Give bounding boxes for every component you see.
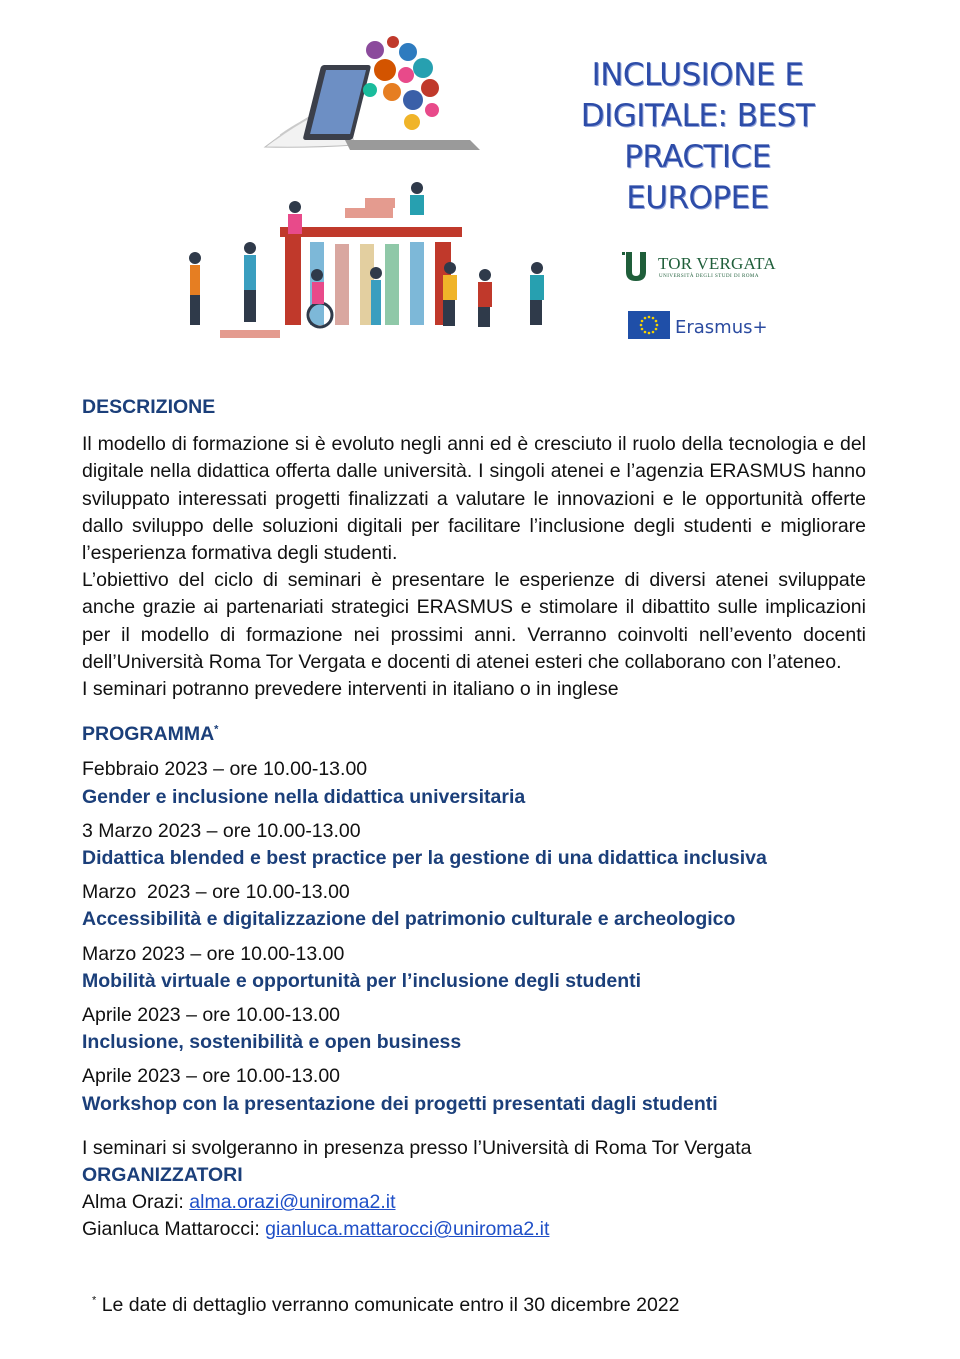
tor-vergata-logo — [620, 250, 780, 286]
event-date: Aprile 2023 – ore 10.00-13.00 — [82, 1004, 341, 1027]
erasmus-logo — [628, 311, 788, 343]
book-laptop-icon — [265, 65, 480, 150]
university-subtitle: UNIVERSITÀ DEGLI STUDI DI ROMA — [659, 274, 759, 279]
footnote-marker: * — [92, 1294, 97, 1307]
tor-vergata-logo-icon — [620, 250, 652, 284]
organizer-name: Gianluca Mattarocci: — [82, 1218, 266, 1241]
title-line: INCLUSIONE E — [591, 57, 804, 93]
organizer-row — [82, 1216, 866, 1243]
footnote — [92, 1294, 679, 1317]
event-date: Marzo 2023 – ore 10.00-13.00 — [82, 942, 345, 965]
event-item — [82, 941, 866, 995]
page-title — [575, 55, 820, 219]
footnote-text: Le date di dettaglio verranno comunicate entro il 30 dicembre 2022 — [96, 1294, 680, 1316]
event-title: Inclusione, sostenibilità e open business — [82, 1031, 462, 1054]
event-item — [82, 1063, 866, 1117]
programma-heading — [82, 721, 866, 748]
organizer-name: Alma Orazi: — [82, 1191, 190, 1214]
event-item — [82, 818, 866, 872]
title-line: EUROPEE — [626, 180, 769, 216]
organizer-row — [82, 1189, 866, 1216]
event-date: 3 Marzo 2023 – ore 10.00-13.00 — [82, 819, 361, 842]
descrizione-heading: DESCRIZIONE — [82, 396, 216, 418]
event-title: Didattica blended e best practice per la gestione di una didattica inclusiva — [82, 847, 767, 870]
main-content — [82, 394, 866, 1244]
event-list — [82, 756, 866, 1117]
bubbles-icon — [363, 36, 439, 130]
organizer-email-link[interactable]: gianluca.mattarocci@uniroma2.it — [265, 1218, 550, 1241]
event-title: Accessibilità e digitalizzazione del patrimonio culturale e archeologico — [82, 908, 736, 931]
description-paragraph: I seminari potranno prevedere interventi in italiano o in inglese — [82, 678, 619, 701]
event-date: Febbraio 2023 – ore 10.00-13.00 — [82, 758, 368, 781]
building-blocks-icon — [220, 198, 462, 338]
title-line: DIGITALE: BEST — [580, 98, 815, 134]
erasmus-name: Erasmus+ — [675, 317, 768, 338]
description-paragraph: Il modello di formazione si è evoluto negli anni ed è cresciuto il ruolo della tecnologia e del digitale nella didattica offerta dalle università. I singoli atenei e l’agenzia ERASMUS hanno sviluppato interessati progetti finalizzati a valutare le innovazioni e le opportunità offerte dallo sviluppo delle soluzioni digitali per facilitare l’inclusione degli studenti e migliorare l’esperienza formativa degli studenti. — [82, 433, 866, 565]
programma-heading-text: PROGRAMMA — [82, 723, 215, 746]
organizer-email-link[interactable]: alma.orazi@uniroma2.it — [189, 1191, 396, 1214]
event-date: Marzo 2023 – ore 10.00-13.00 — [82, 881, 350, 904]
event-item — [82, 1002, 866, 1056]
title-line: PRACTICE — [624, 139, 771, 175]
event-item — [82, 879, 866, 933]
event-title: Mobilità virtuale e opportunità per l’inclusione degli studenti — [82, 969, 642, 992]
hero-illustration — [180, 30, 580, 350]
university-name: TOR VERGATA — [658, 254, 776, 273]
location-note: I seminari si svolgeranno in presenza presso l’Università di Roma Tor Vergata — [82, 1136, 752, 1159]
event-date: Aprile 2023 – ore 10.00-13.00 — [82, 1065, 341, 1088]
event-title: Gender e inclusione nella didattica universitaria — [82, 785, 526, 808]
footnote-marker: * — [214, 723, 219, 736]
description-paragraph: L’obiettivo del ciclo di seminari è presentare le esperienze di diversi atenei sviluppate anche grazie ai partenariati strategici ERASMUS e stimolare il dibattito sulle implicazioni per il modello di formazione nei prossimi anni. Verranno coinvolti nell’evento docenti dell’Università Roma Tor Vergata e docenti di atenei esteri che collaborano con l’ateneo. — [82, 569, 866, 673]
eu-flag-icon — [628, 311, 670, 339]
event-title: Workshop con la presentazione dei progetti presentati dagli studenti — [82, 1092, 718, 1115]
event-item — [82, 756, 866, 810]
organizzatori-heading: ORGANIZZATORI — [82, 1164, 243, 1187]
